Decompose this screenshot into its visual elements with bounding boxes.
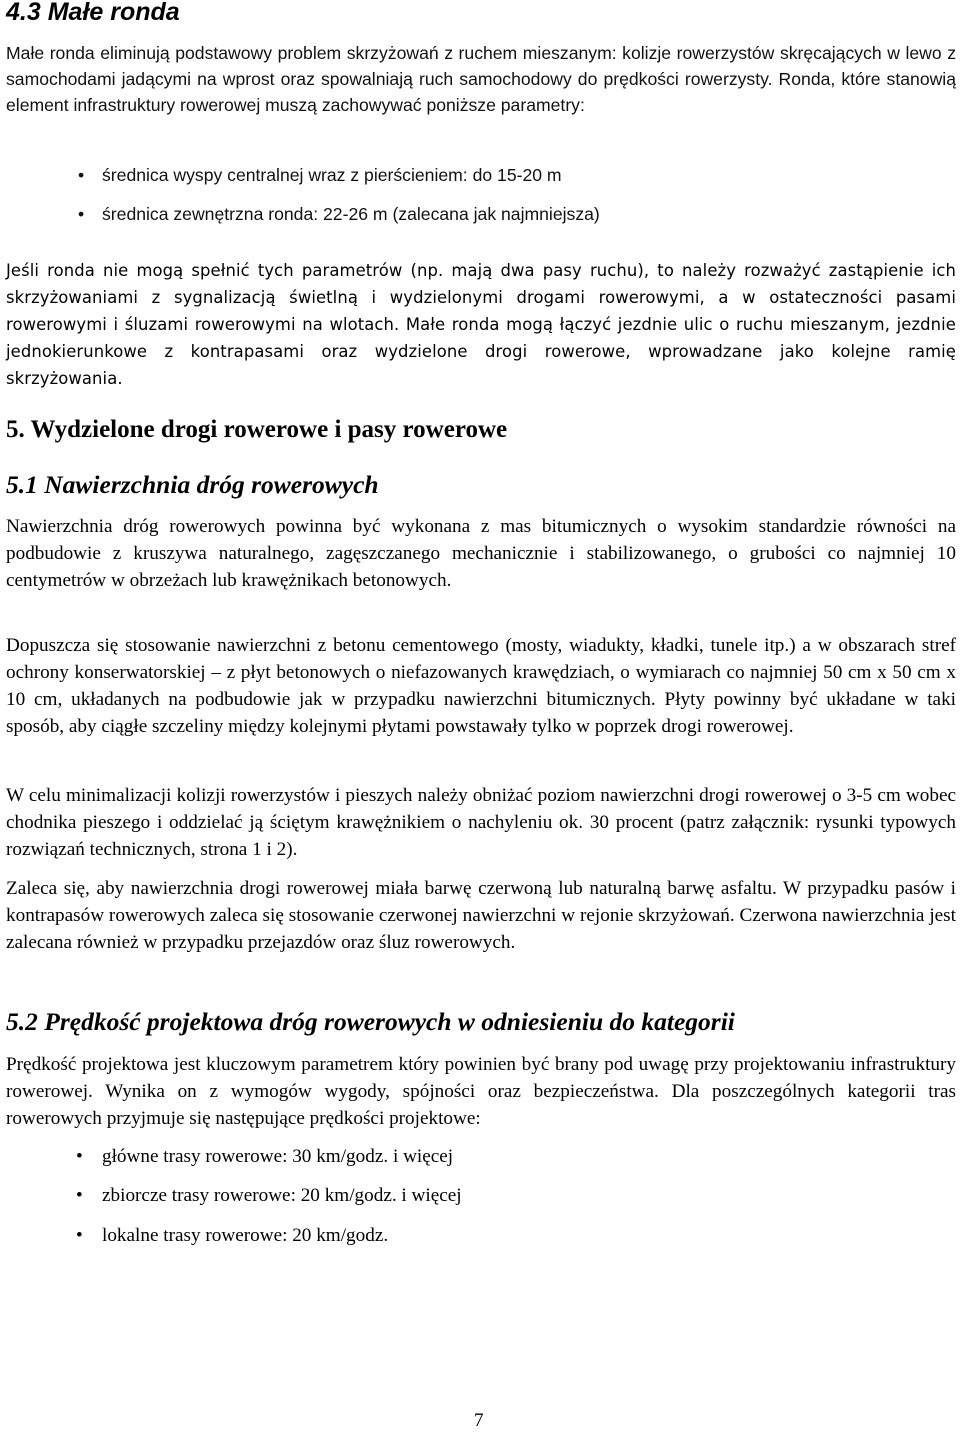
section-heading-5-2: 5.2 Prędkość projektowa dróg rowerowych w odniesieniu do kategorii: [6, 1007, 735, 1036]
section-5-1-paragraph-2: Dopuszcza się stosowanie nawierzchni z betonu cementowego (mosty, wiadukty, kładki, tunele itp.) a w obszarach stref ochrony konserwatorskiej – z płyt betonowych o niefazowanych krawędziach, o wymiarach co najmniej 50 cm x 50 cm x 10 cm, układanych na podbudowie jak w przypadku nawierzchni bitumicznych. Płyty powinny być układane w taki sposób, aby ciągłe szczeliny między kolejnymi płytami powstawały tylko w poprzek drogi rowerowej.: [6, 635, 956, 737]
bullet-icon: •: [76, 1225, 83, 1246]
section-5-1-paragraph-1: Nawierzchnia dróg rowerowych powinna być wykonana z mas bitumicznych o wysokim standardzie równości na podbudowie z kruszywa naturalnego, zagęszczanego mechanicznie i stabilizowanego, o grubości co najmniej 10 centymetrów w obrzeżach lub krawężnikach betonowych.: [6, 516, 956, 591]
section-4-3-paragraph-2: Jeśli ronda nie mogą spełnić tych parametrów (np. mają dwa pasy ruchu), to należy rozważyć zastąpienie ich skrzyżowaniami z sygnalizacją świetlną i wydzielonymi drogami rowerowymi, a w ostateczności pasami rowerowymi i śluzami rowerowymi na wlotach. Małe ronda mogą łączyć jezdnie ulic o ruchu mieszanym, jezdnie jednokierunkowe z kontrapasami oraz wydzielone drogi rowerowe, wprowadzane jako kolejne ramię skrzyżowania.: [6, 261, 956, 388]
list-item-text: zbiorcze trasy rowerowe: 20 km/godz. i więcej: [102, 1185, 462, 1206]
bullet-icon: •: [78, 204, 85, 224]
bullet-icon: •: [76, 1185, 83, 1206]
section-heading-5-1: 5.1 Nawierzchnia dróg rowerowych: [6, 470, 379, 499]
page-number: 7: [474, 1410, 484, 1431]
list-item-text: średnica zewnętrzna ronda: 22-26 m (zalecana jak najmniejsza): [102, 204, 600, 224]
section-4-3-paragraph: Małe ronda eliminują podstawowy problem skrzyżowań z ruchem mieszanym: kolizje rowerzystów skręcających w lewo z samochodami jadącymi na wprost oraz spowalniają ruch samochodowy do prędkości rowerzysty. Ronda, które stanowią element infrastruktury rowerowej muszą zachowywać poniższe parametry:: [6, 43, 956, 115]
list-item-text: główne trasy rowerowe: 30 km/godz. i więcej: [102, 1146, 454, 1167]
bullet-icon: •: [76, 1146, 83, 1167]
list-item: [76, 1182, 462, 1209]
section-heading-5: 5. Wydzielone drogi rowerowe i pasy rowerowe: [6, 416, 508, 443]
list-item: [78, 162, 562, 188]
list-item: [76, 1143, 454, 1170]
section-5-1-paragraph-3: W celu minimalizacji kolizji rowerzystów i pieszych należy obniżać poziom nawierzchni drogi rowerowej o 3-5 cm wobec chodnika pieszego i oddzielać ją ściętym krawężnikiem o nachyleniu ok. 30 procent (patrz załącznik: rysunki typowych rozwiązań technicznych, strona 1 i 2).: [6, 785, 956, 860]
list-item-text: średnica wyspy centralnej wraz z pierścieniem: do 15-20 m: [102, 165, 562, 185]
bullet-icon: •: [78, 165, 85, 185]
list-item: [78, 201, 600, 227]
section-5-1-paragraph-4: Zaleca się, aby nawierzchnia drogi rowerowej miała barwę czerwoną lub naturalną barwę asfaltu. W przypadku pasów i kontrapasów rowerowych zaleca się stosowanie czerwonej nawierzchni w rejonie skrzyżowań. Czerwona nawierzchnia jest zalecana również w przypadku przejazdów oraz śluz rowerowych.: [6, 878, 956, 953]
section-5-2-paragraph: Prędkość projektowa jest kluczowym parametrem który powinien być brany pod uwagę przy projektowaniu infrastruktury rowerowej. Wynika on z wymogów wygody, spójności oraz bezpieczeństwa. Dla poszczególnych kategorii tras rowerowych przyjmuje się następujące prędkości projektowe:: [6, 1054, 956, 1129]
list-item-text: lokalne trasy rowerowe: 20 km/godz.: [102, 1225, 389, 1246]
section-heading-4-3: 4.3 Małe ronda: [6, 0, 180, 26]
list-item: [76, 1222, 389, 1249]
